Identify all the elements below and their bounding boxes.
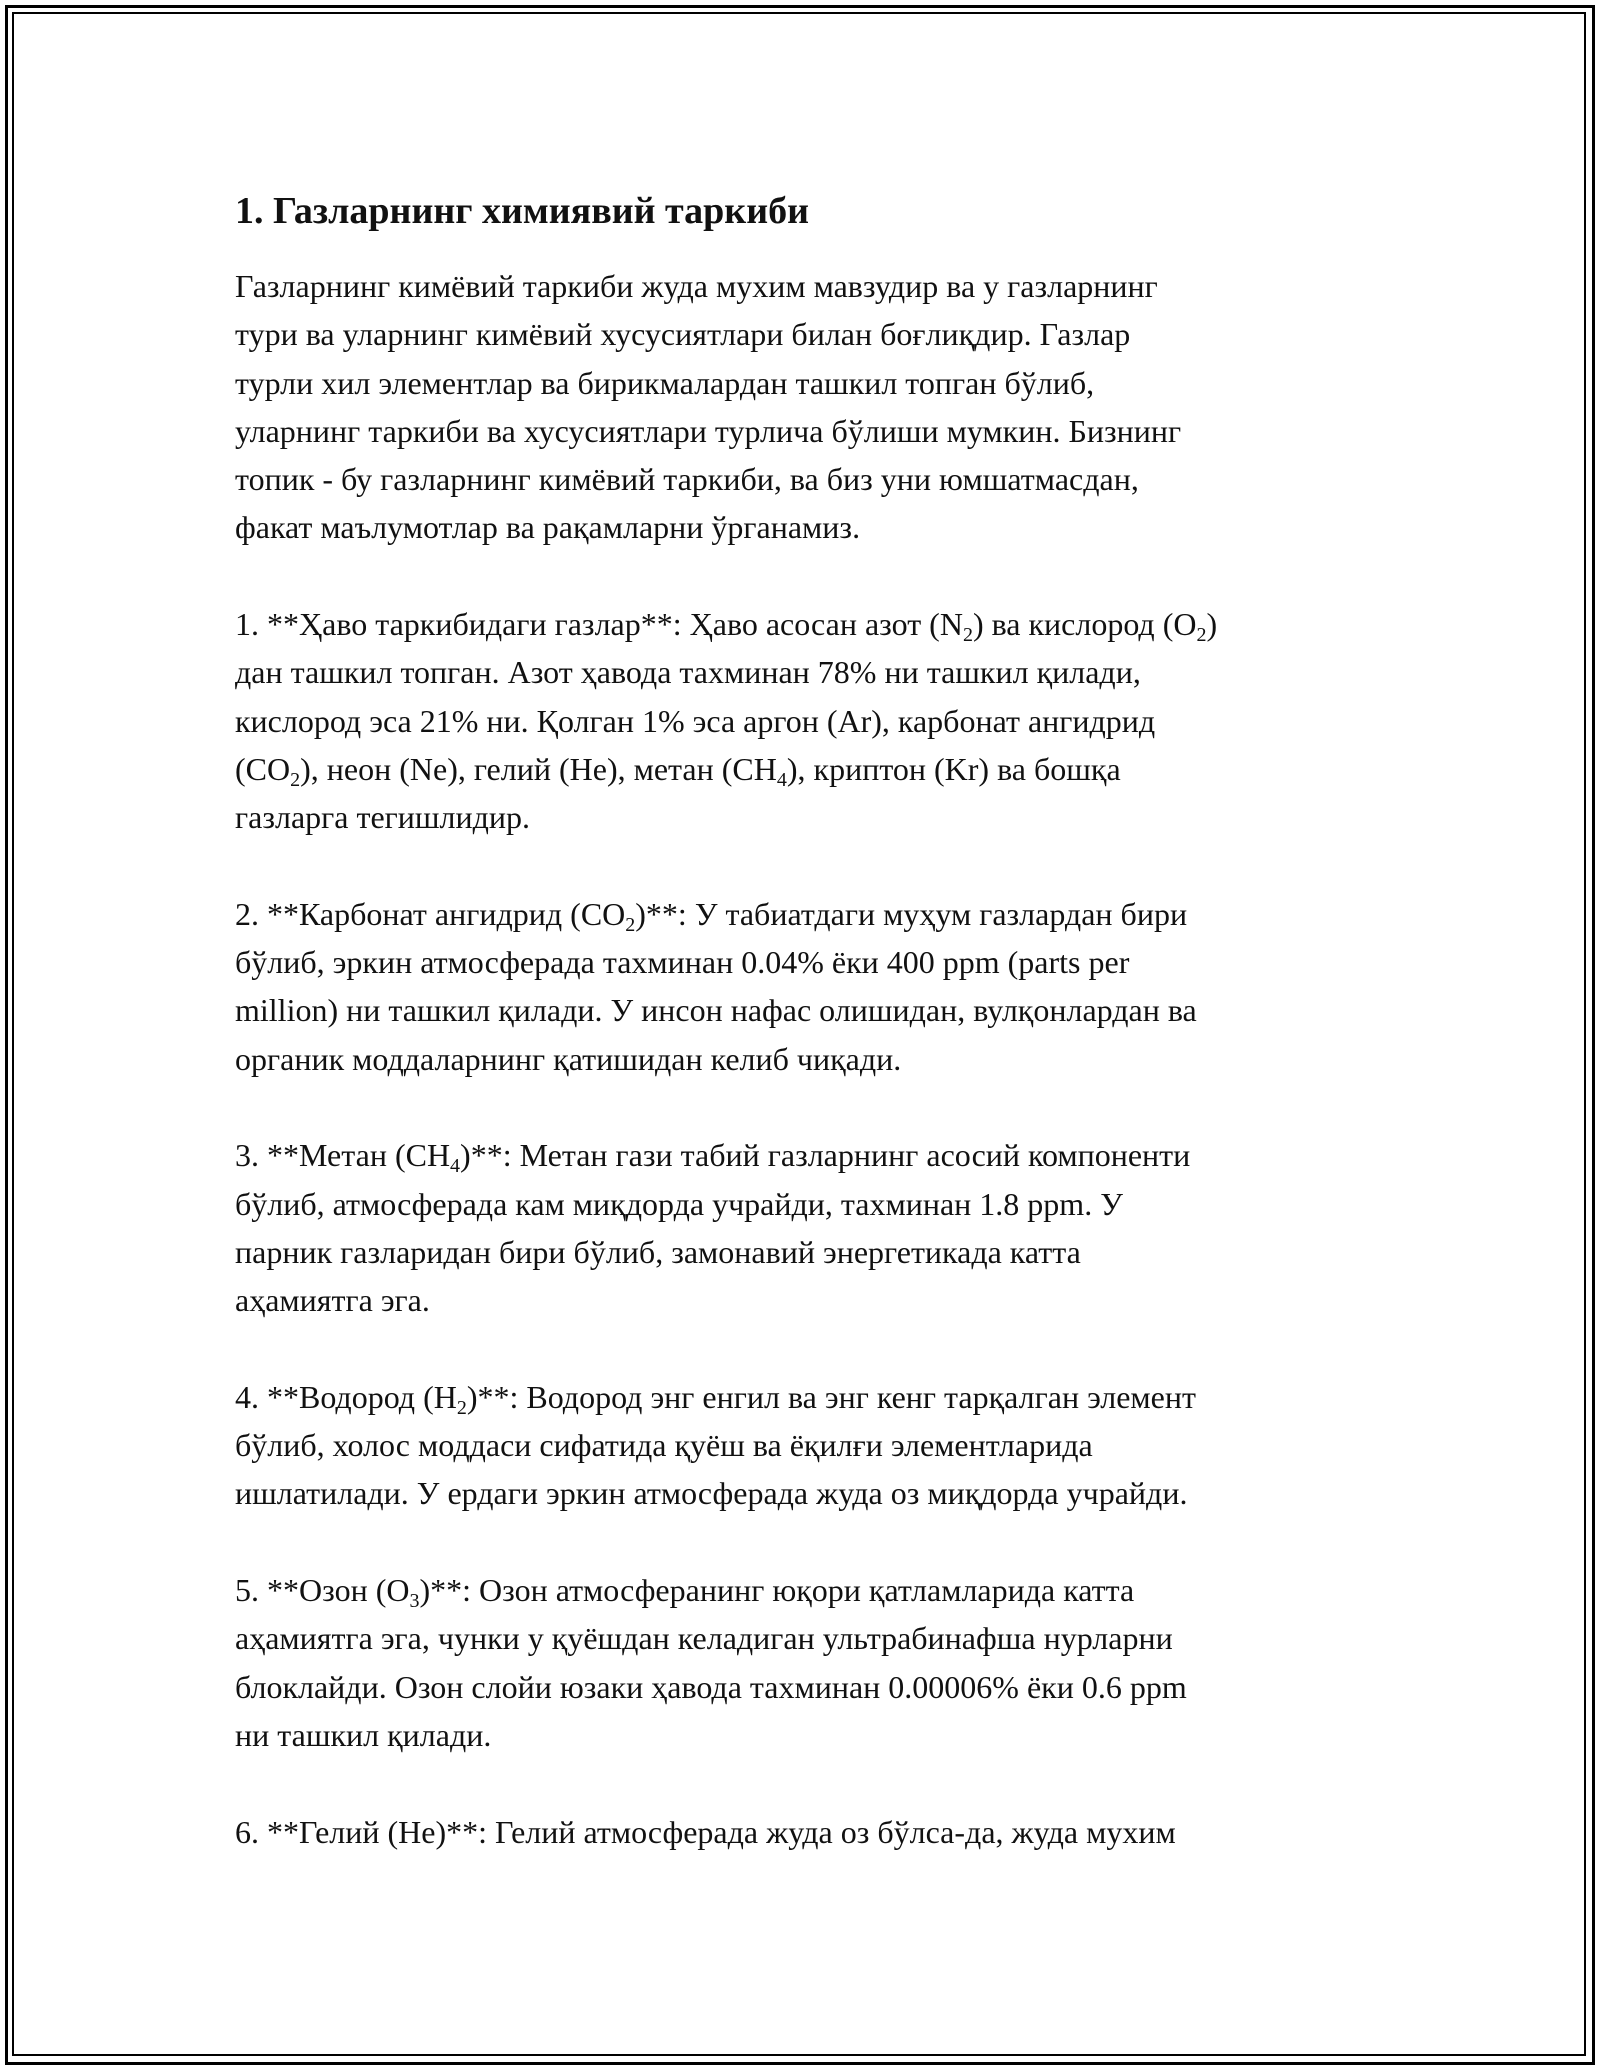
- section-title: 1. Газларнинг химиявий таркиби: [235, 190, 809, 232]
- item-carbon-dioxide: [235, 890, 1395, 1083]
- item-line: аҳамиятга эга.: [235, 1282, 430, 1319]
- item-hydrogen: [235, 1373, 1395, 1518]
- item-line: 2. **Карбонат ангидрид $(CO_2)**$: У табиатдаги муҳум газлардан бири: [235, 895, 1188, 936]
- item-line: аҳамиятга эга, чунки у қуёшдан келадиган ультрабинафша нурларни: [235, 1620, 1173, 1657]
- item-line: 5. **Озон $(O_3)**$: Озон атмосферанинг юқори қатламларида катта: [235, 1572, 1135, 1613]
- item-air-composition: [235, 600, 1395, 841]
- intro-line: турли хил элементлар ва бирикмалардан ташкил топган бўлиб,: [235, 364, 1095, 401]
- item-helium: [235, 1808, 1395, 1856]
- intro-line: тури ва уларнинг кимёвий хусусиятлари билан боғлиқдир. Газлар: [235, 316, 1131, 353]
- item-ozone: [235, 1566, 1395, 1759]
- item-line: парник газларидан бири бўлиб, замонавий энергетикада катта: [235, 1233, 1081, 1270]
- document-body: [235, 188, 1395, 1904]
- item-line: 1. **Ҳаво таркибидаги газлар**: Ҳаво асосан азот $(N_2)$ ва кислород $(O_2)$: [235, 606, 1218, 647]
- item-line: $(CO_2)$, неон (Ne), гелий (He), метан $(CH_4)$, криптон (Kr) ва бошқа: [235, 750, 1121, 791]
- item-line: кислород эса 21% ни. Қолган 1% эса аргон (Ar), карбонат ангидрид: [235, 702, 1156, 739]
- intro-line: Газларнинг кимёвий таркиби жуда мухим мавзудир ва у газларнинг: [235, 268, 1158, 304]
- item-line: 3. **Метан $(CH_4)**$: Метан гази табий газларнинг асосий компоненти: [235, 1137, 1191, 1178]
- item-line: 6. **Гелий (He)**: Гелий атмосферада жуда оз бўлса-да, жуда мухим: [235, 1813, 1176, 1850]
- item-methane: [235, 1131, 1395, 1324]
- item-line: ишлатилади. У ердаги эркин атмосферада жуда оз миқдорда учрайди.: [235, 1475, 1188, 1512]
- item-line: дан ташкил топган. Азот ҳавода тахминан 78% ни ташкил қилади,: [235, 654, 1141, 691]
- item-line: органик моддаларнинг қатишидан келиб чиқади.: [235, 1040, 902, 1077]
- intro-paragraph: [235, 262, 1395, 552]
- item-line: million) ни ташкил қилади. У инсон нафас олишидан, вулқонлардан ва: [235, 992, 1197, 1029]
- intro-line: факат маълумотлар ва рақамларни ўрганамиз.: [235, 509, 861, 546]
- item-line: бўлиб, холос моддаси сифатида қуёш ва ёқилғи элементларида: [235, 1427, 1093, 1464]
- intro-line: уларнинг таркиби ва хусусиятлари турлича бўлиши мумкин. Бизнинг: [235, 412, 1182, 449]
- intro-line: топик - бу газларнинг кимёвий таркиби, ва биз уни юмшатмасдан,: [235, 461, 1139, 498]
- item-line: бўлиб, атмосферада кам миқдорда учрайди, тахминан 1.8 ppm. У: [235, 1185, 1123, 1222]
- item-line: газларга тегишлидир.: [235, 799, 531, 836]
- item-line: ни ташкил қилади.: [235, 1716, 492, 1753]
- item-line: блоклайди. Озон слойи юзаки ҳавода тахминан 0.00006% ёки 0.6 ppm: [235, 1668, 1187, 1705]
- item-line: бўлиб, эркин атмосферада тахминан 0.04% ёки 400 ppm (parts per: [235, 944, 1130, 981]
- item-line: 4. **Водород $(H_2)**$: Водород энг енгил ва энг кенг тарқалган элемент: [235, 1378, 1196, 1419]
